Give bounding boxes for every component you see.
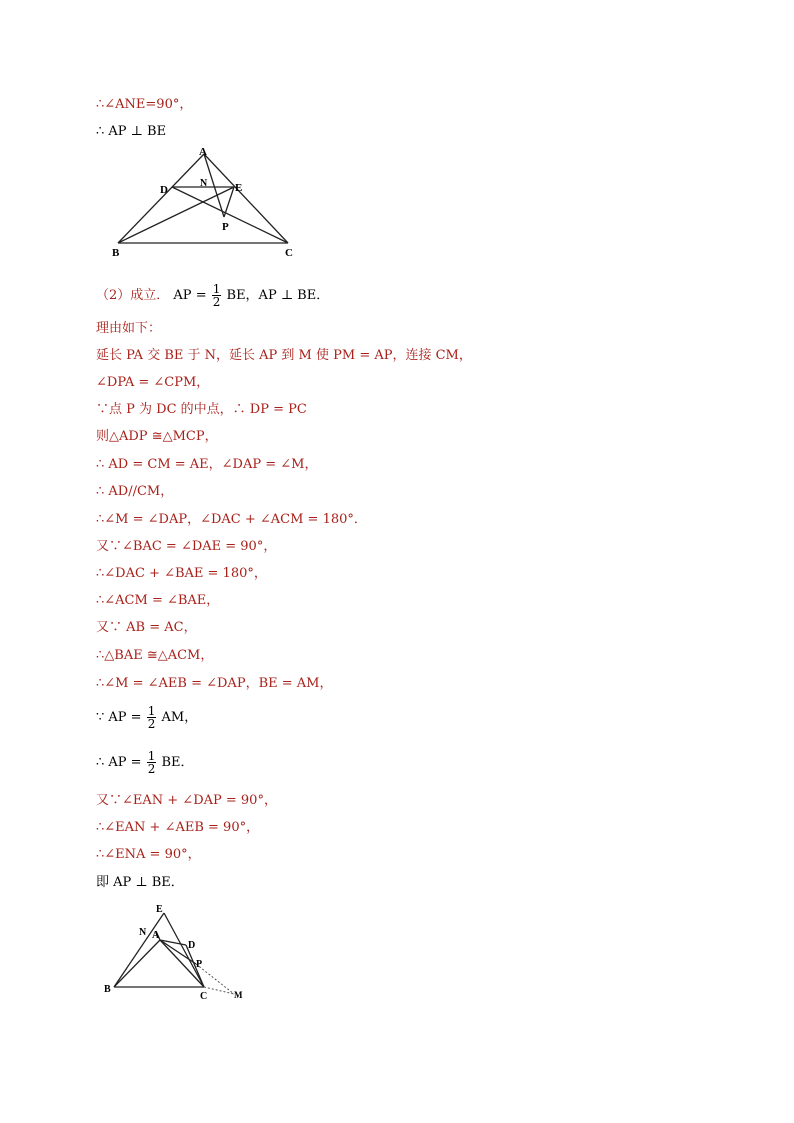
line-14: ∴∠ACM = ∠BAE， — [96, 593, 220, 608]
line-6: ∠DPA = ∠CPM， — [96, 375, 210, 390]
line-22: ∴∠ENA = 90°， — [96, 847, 201, 862]
label-A: A — [199, 146, 207, 158]
line-7: ∵点 P 为 DC 的中点，∴ DP = PC — [96, 402, 307, 417]
line-5: 延长 PA 交 BE 于 N，延长 AP 到 M 使 PM = AP，连接 CM， — [96, 348, 472, 363]
line-3-tail: BE，AP ⊥ BE． — [226, 288, 330, 303]
line-21: ∴∠EAN + ∠AEB = 90°， — [96, 820, 260, 835]
label-N: N — [139, 927, 147, 938]
label-E: E — [235, 182, 243, 194]
fraction-half-1: $\frac{1}{2}$ — [212, 282, 221, 309]
line-19 — [96, 749, 194, 777]
label-N: N — [200, 178, 208, 189]
fraction-half-3: $\frac{1}{2}$ — [147, 749, 156, 776]
line-18-lead: ∵ AP = — [96, 710, 142, 725]
line-16: ∴△BAE ≅△ACM， — [96, 648, 214, 663]
line-3 — [96, 282, 329, 310]
line-15: 又∵ AB = AC， — [96, 620, 197, 635]
label-D: D — [188, 940, 196, 951]
line-12: 又∵∠BAC = ∠DAE = 90°， — [96, 539, 277, 554]
label-E: E — [156, 904, 163, 915]
line-3-ap: AP = — [173, 288, 207, 303]
label-P: P — [222, 221, 229, 233]
line-13: ∴∠DAC + ∠BAE = 180°， — [96, 566, 267, 581]
figure-triangle-1 — [104, 145, 304, 263]
label-C: C — [200, 991, 208, 1002]
line-2: ∴ AP ⊥ BE — [96, 124, 167, 139]
line-19-lead: ∴ AP = — [96, 755, 142, 770]
line-11: ∴∠M = ∠DAP，∠DAC + ∠ACM = 180°． — [96, 512, 367, 527]
line-18 — [96, 704, 197, 732]
line-17: ∴∠M = ∠AEB = ∠DAP，BE = AM， — [96, 676, 333, 691]
label-B: B — [104, 984, 111, 995]
line-18-tail: AM， — [161, 710, 198, 725]
label-D: D — [160, 184, 168, 196]
label-A: A — [152, 930, 160, 941]
line-23: 即 AP ⊥ BE． — [96, 875, 184, 890]
fraction-half-2: $\frac{1}{2}$ — [147, 704, 156, 731]
label-C: C — [285, 247, 293, 259]
label-P: P — [196, 959, 203, 970]
line-8: 则△ADP ≅△MCP， — [96, 429, 218, 444]
figure-triangle-2 — [100, 900, 250, 1006]
label-M: M — [234, 990, 243, 1000]
line-9: ∴ AD = CM = AE，∠DAP = ∠M， — [96, 457, 318, 472]
label-B: B — [112, 247, 120, 259]
line-1: ∴∠ANE=90°， — [96, 97, 193, 112]
line-3-lead: （2）成立． — [96, 288, 170, 303]
line-19-tail: BE． — [161, 755, 194, 770]
line-10: ∴ AD//CM， — [96, 484, 174, 499]
line-20: 又∵∠EAN + ∠DAP = 90°， — [96, 793, 277, 808]
line-4: 理由如下： — [96, 321, 162, 336]
